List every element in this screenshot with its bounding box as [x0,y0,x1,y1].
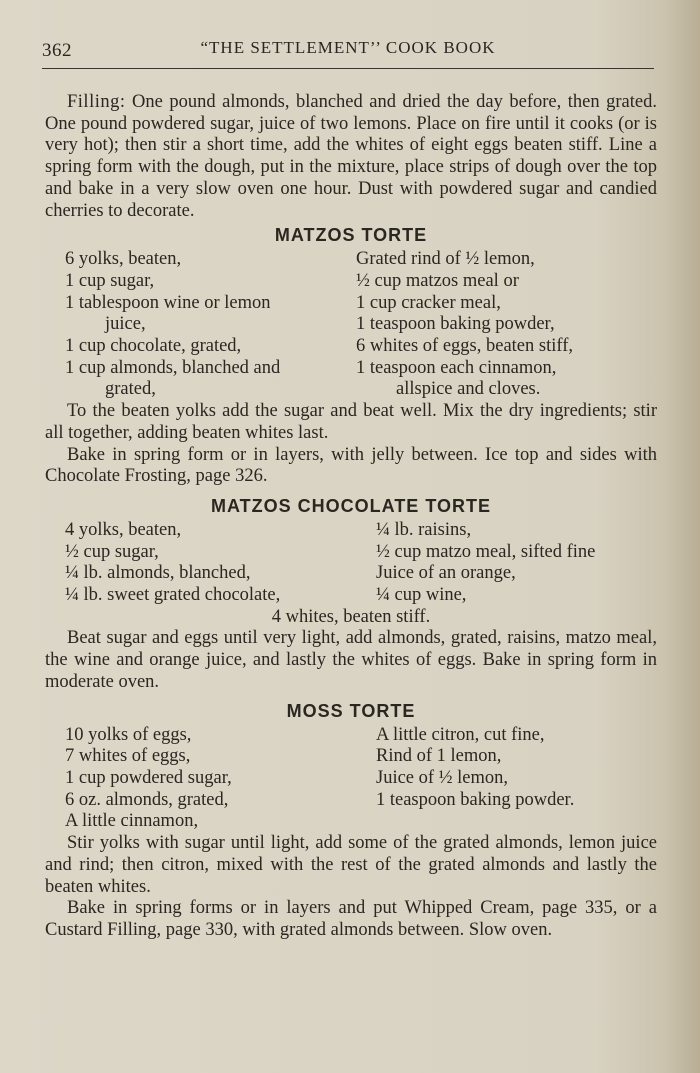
ingredient-line: allspice and cloves. [396,379,541,400]
ingredient-line: 1 teaspoon baking powder, [356,314,555,335]
moss-torte-title: MOSS TORTE [286,700,416,721]
ingredient-line: 6 yolks, beaten, [65,249,182,270]
matzos-chocolate-torte-ingredients [45,520,657,607]
ingredient-line: 10 yolks of eggs, [65,724,192,745]
ingredient-line: Grated rind of ½ lemon, [356,249,535,270]
ingredient-line: ½ cup matzos meal or [356,270,519,291]
matzos-torte-method: To the beaten yolks add the sugar and beat well. Mix the dry ingredients; stir all together, adding beaten whites last. [45,401,657,443]
page-header [42,38,654,68]
moss-torte-ingredients-left [45,725,376,834]
moss-torte-baking: Bake in spring forms or in layers and put Whipped Cream, page 335, or a Custard Filling, page 330, with grated almonds between. Slow oven. [45,898,657,940]
ingredient-line: ¼ lb. almonds, blanched, [65,563,251,584]
ingredient-line: Juice of an orange, [376,563,516,584]
ingredient-line: ¼ cup wine, [376,585,467,606]
filling-label: Filling: [67,92,126,112]
moss-torte-ingredients [45,725,657,834]
ingredient-line: ½ cup sugar, [65,541,159,562]
ingredient-line: ¼ lb. sweet grated chocolate, [65,585,281,606]
ingredient-line: grated, [105,379,156,400]
running-title: “THE SETTLEMENT’’ COOK BOOK [200,38,496,57]
matzos-torte-ingredients-right [356,249,657,401]
ingredient-line: 4 yolks, beaten, [65,519,182,540]
page-body [45,92,657,942]
ingredient-line: ¼ lb. raisins, [376,519,472,540]
filling-paragraph [45,92,657,222]
matzos-chocolate-torte-ingredients-left [45,520,376,607]
ingredient-line: 1 cup chocolate, grated, [65,336,242,357]
ingredient-line: 7 whites of eggs, [65,746,191,767]
ingredient-line: 1 cup cracker meal, [356,292,501,313]
ingredient-line: A little citron, cut fine, [376,724,545,745]
ingredient-line: Rind of 1 lemon, [376,746,502,767]
ingredient-line: 1 cup powdered sugar, [65,767,232,788]
ingredient-line-centered: 4 whites, beaten stiff. [271,606,431,627]
matzos-chocolate-torte-title: MATZOS CHOCOLATE TORTE [211,495,491,516]
ingredient-line: 6 oz. almonds, grated, [65,789,229,810]
ingredient-line: 1 tablespoon wine or lemon [65,292,271,313]
ingredient-line: 1 cup sugar, [65,270,155,291]
moss-torte-method: Stir yolks with sugar until light, add some of the grated almonds, lemon juice and rind; then citron, mixed with the rest of the grated almonds and lastly the beaten whites. [45,833,657,897]
filling-text: One pound almonds, blanched and dried the day before, then grated. One pound powdered sugar, juice of two lemons. Place on fire until it cooks (or is very hot); then stir a short time, add the whites of eight eggs beaten stiff. Line a spring form with the dough, put in the mixture, place strips of dough over the top and bake in a very slow oven one hour. Dust with powdered sugar and candied cherries to decorate. [45,92,657,221]
page-number: 362 [42,40,72,61]
matzos-torte-ingredients [45,249,657,401]
ingredient-line: 1 teaspoon baking powder. [376,789,575,810]
ingredient-line: 1 teaspoon each cinnamon, [356,357,557,378]
ingredient-line: 1 cup almonds, blanched and [65,357,281,378]
header-rule [42,68,654,69]
matzos-chocolate-torte-ingredients-right [376,520,657,607]
ingredient-line: A little cinnamon, [65,811,199,832]
matzos-torte-baking: Bake in spring form or in layers, with jelly between. Ice top and sides with Chocolate Frosting, page 326. [45,444,657,487]
ingredient-line: ½ cup matzo meal, sifted fine [376,541,596,562]
matzos-chocolate-torte-method: Beat sugar and eggs until very light, add almonds, grated, raisins, matzo meal, the wine and orange juice, and lastly the whites of eggs. Bake in spring form in moderate oven. [45,628,657,692]
ingredient-line: Juice of ½ lemon, [376,767,509,788]
matzos-torte-ingredients-left [45,249,356,401]
ingredient-line: 6 whites of eggs, beaten stiff, [356,336,573,357]
ingredient-line: juice, [105,314,146,335]
matzos-torte-title: MATZOS TORTE [274,225,428,246]
moss-torte-ingredients-right [376,725,657,834]
